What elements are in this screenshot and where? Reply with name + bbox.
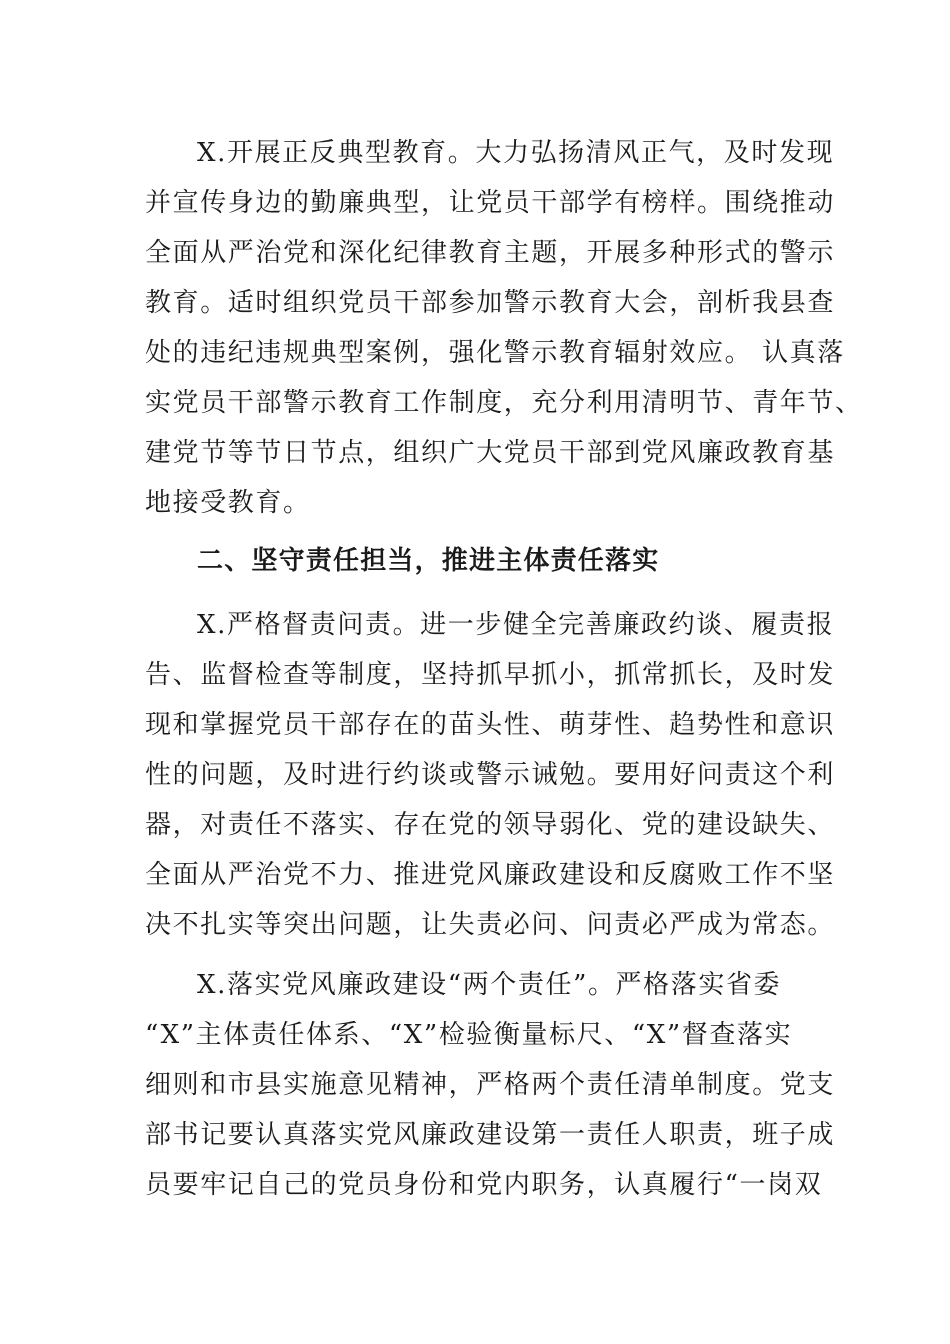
paragraph-2-line-4: 性的问题，及时进行约谈或警示诫勉。要用好问责这个利 <box>145 760 836 790</box>
paragraph-3-line-3: 细则和市县实施意见精神，严格两个责任清单制度。党支 <box>145 1070 836 1100</box>
paragraph-1-line-4: 教育。适时组织党员干部参加警示教育大会，剖析我县查 <box>145 288 836 318</box>
paragraph-2-line-2: 告、监督检查等制度，坚持抓早抓小，抓常抓长，及时发 <box>145 660 836 690</box>
paragraph-1-line-7: 建党节等节日节点，组织广大党员干部到党风廉政教育基 <box>145 438 836 468</box>
paragraph-1-line-8: 地接受教育。 <box>145 488 311 518</box>
paragraph-3-line-4: 部书记要认真落实党风廉政建设第一责任人职责，班子成 <box>145 1120 836 1150</box>
paragraph-2-line-1: X.严格督责问责。进一步健全完善廉政约谈、履责报 <box>197 610 835 640</box>
paragraph-1-line-5: 处的违纪违规典型案例，强化警示教育辐射效应。 认真落 <box>145 338 845 368</box>
section-heading: 二、坚守责任担当，推进主体责任落实 <box>197 546 660 576</box>
paragraph-1-line-2: 并宣传身边的勤廉典型，让党员干部学有榜样。围绕推动 <box>145 188 836 218</box>
paragraph-3-line-5: 员要牢记自己的党员身份和党内职务，认真履行“一岗双 <box>145 1170 823 1200</box>
paragraph-3-line-2: “X”主体责任体系、“X”检验衡量标尺、“X”督查落实 <box>145 1020 793 1050</box>
paragraph-1-line-3: 全面从严治党和深化纪律教育主题，开展多种形式的警示 <box>145 238 836 268</box>
paragraph-2-line-5: 器，对责任不落实、存在党的领导弱化、党的建设缺失、 <box>145 810 836 840</box>
paragraph-1-line-1: X.开展正反典型教育。大力弘扬清风正气，及时发现 <box>197 138 835 168</box>
paragraph-2-line-3: 现和掌握党员干部存在的苗头性、萌芽性、趋势性和意识 <box>145 710 836 740</box>
paragraph-2-line-7: 决不扎实等突出问题，让失责必问、问责必严成为常态。 <box>145 910 836 940</box>
paragraph-3-line-1: X.落实党风廉政建设“两个责任”。严格落实省委 <box>197 970 782 1000</box>
paragraph-1-line-6: 实党员干部警示教育工作制度，充分利用清明节、青年节、 <box>145 388 863 418</box>
paragraph-2-line-6: 全面从严治党不力、推进党风廉政建设和反腐败工作不坚 <box>145 860 836 890</box>
